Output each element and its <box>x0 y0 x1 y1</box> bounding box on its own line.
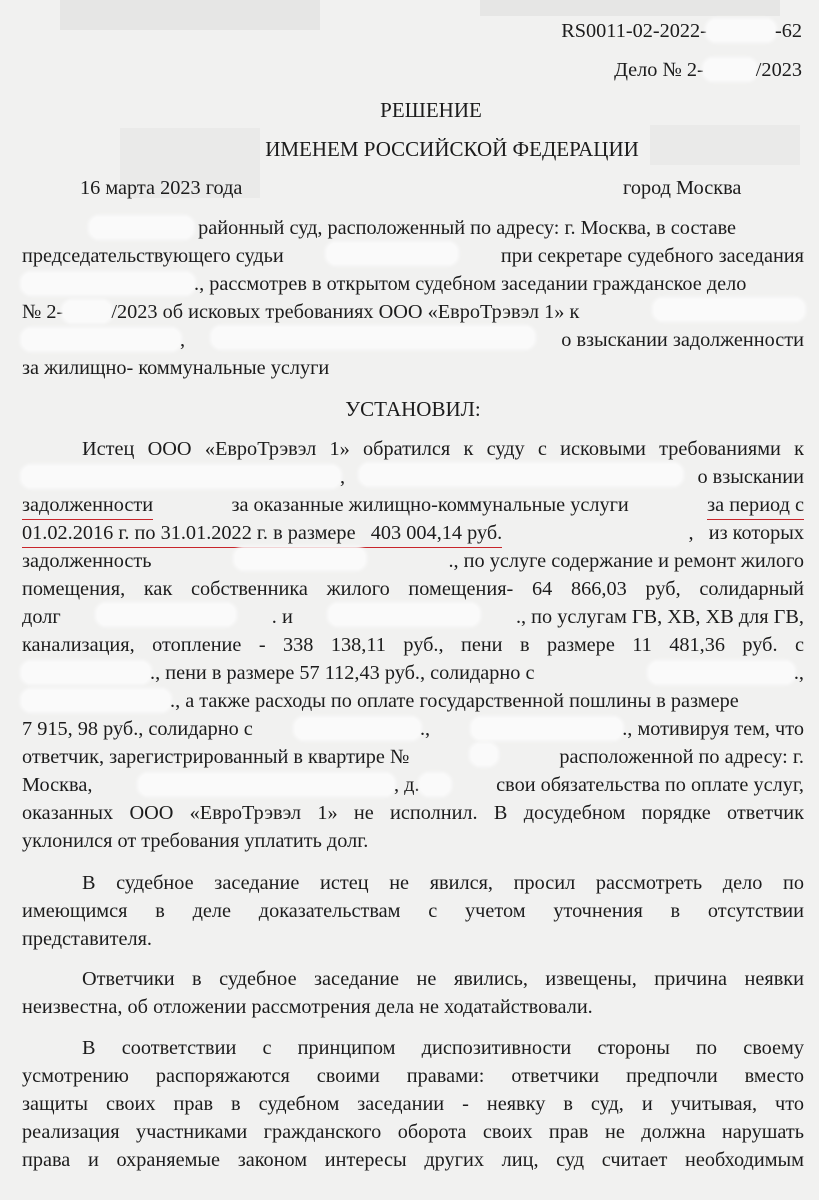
p1-line-14: оказанных ООО «ЕвроТрэвэл 1» не исполнил. В досудебном порядке ответчик <box>22 802 804 824</box>
underlined-period: за период с <box>707 492 804 520</box>
redaction <box>649 662 794 683</box>
title-federation: ИМЕНЕМ РОССИЙСКОЙ ФЕДЕРАЦИИ <box>265 137 639 161</box>
p1-line-4: 01.02.2016 г. по 31.01.2022 г. в размере 403 004,14 руб. , из которых <box>22 520 804 548</box>
intro-line-6: за жилищно- коммунальные услуги <box>22 357 330 379</box>
p4-line-3: защиты своих прав в судебном заседании - неявку в суд, и учитывая, что <box>22 1093 804 1115</box>
p1-line-12: ответчик, зарегистрированный в квартире № расположенной по адресу: г. <box>22 746 804 768</box>
p4-line-1: В соответствии с принципом диспозитивности стороны по своему <box>82 1037 804 1059</box>
p1-line-5: задолженность ., по услуге содержание и ремонт жилого <box>22 550 804 572</box>
intro-line-4: № 2- /2023 об исковых требованиях ООО «ЕвроТрэвэл 1» к <box>22 299 804 326</box>
section-title: УСТАНОВИЛ: <box>345 397 481 421</box>
p2-line-1: В судебное заседание истец не явился, просил рассмотреть дело по <box>82 872 804 894</box>
p3-line-1: Ответчики в судебное заседание не явились, извещены, причина неявки <box>82 968 804 990</box>
redaction <box>472 718 622 739</box>
p1-line-6: помещения, как собственника жилого помещения- 64 866,03 руб, солидарный <box>22 578 804 600</box>
redaction <box>295 718 420 739</box>
redaction <box>22 690 170 711</box>
redaction <box>22 273 194 294</box>
bleed-through-top-right <box>480 0 780 16</box>
redaction <box>22 662 150 683</box>
case-number: Дело № 2- /2023 <box>614 59 802 81</box>
redaction <box>22 329 180 350</box>
redaction <box>327 243 457 264</box>
p4-line-2: усмотрению распоряжаются своими правами: ответчики предпочли вместо <box>22 1065 804 1087</box>
p1-line-9: ., пени в размере 57 112,43 руб., солидарно с ., <box>22 660 804 687</box>
p2-line-2: имеющимся в деле доказательствам с учетом уточнения в отсутствии <box>22 900 804 922</box>
redaction <box>22 466 340 487</box>
p1-line-13: Москва, , д. свои обязательства по оплате услуг, <box>22 774 804 796</box>
redaction <box>471 744 497 765</box>
redaction <box>235 548 365 569</box>
p1-line-15: уклонился от требования уплатить долг. <box>22 830 369 852</box>
redaction <box>63 301 111 322</box>
intro-line-5: , о взыскании задолженности <box>22 327 804 354</box>
title-decision: РЕШЕНИЕ <box>380 98 482 122</box>
redaction <box>420 774 450 795</box>
p1-line-1: Истец ООО «ЕвроТрэвэл 1» обратился к суду с исковыми требованиями к <box>82 438 804 460</box>
p1-line-2: , о взыскании <box>22 464 804 491</box>
p2-line-3: представителя. <box>22 928 152 950</box>
decision-city: город Москва <box>623 177 742 199</box>
p1-line-8: канализация, отопление - 338 138,11 руб., пени в размере 11 481,36 руб. с <box>22 634 804 656</box>
p1-line-3: задолженности за оказанные жилищно-коммунальные услуги за период с <box>22 492 804 520</box>
redaction <box>654 299 804 320</box>
redaction <box>97 604 235 625</box>
intro-line-1: районный суд, расположенный по адресу: г. Москва, в составе <box>22 215 804 242</box>
p4-line-4: реализация участниками гражданского оборота своих прав не должна нарушать <box>22 1121 804 1143</box>
redaction <box>707 20 775 41</box>
p1-line-7: долг . и ., по услугам ГВ, ХВ, ХВ для ГВ, <box>22 606 804 628</box>
underlined-debt: задолженности <box>22 492 153 520</box>
p3-line-2: неизвестна, об отложении рассмотрения дела не ходатайствовали. <box>22 996 593 1018</box>
p1-line-10: ., а также расходы по оплате государственной пошлины в размере <box>22 688 804 715</box>
redaction <box>329 604 479 625</box>
redaction <box>704 59 756 80</box>
redaction <box>360 464 682 485</box>
rs-identifier: RS0011-02-2022- -62 <box>561 20 802 42</box>
intro-line-2: председательствующего судьи при секретаре судебного заседания <box>22 245 804 267</box>
redaction <box>90 217 193 238</box>
redaction <box>212 327 534 348</box>
decision-date: 16 марта 2023 года <box>80 177 243 199</box>
underlined-amount: 01.02.2016 г. по 31.01.2022 г. в размере 403 004,14 руб. <box>22 520 502 548</box>
p4-line-5: права и охраняемые законом интересы других лиц, суд считает необходимым <box>22 1149 804 1171</box>
p1-line-11: 7 915, 98 руб., солидарно с ., ., мотивируя тем, что <box>22 718 804 740</box>
intro-line-3: ., рассмотрев в открытом судебном заседании гражданское дело <box>22 271 804 298</box>
redaction <box>139 774 394 795</box>
